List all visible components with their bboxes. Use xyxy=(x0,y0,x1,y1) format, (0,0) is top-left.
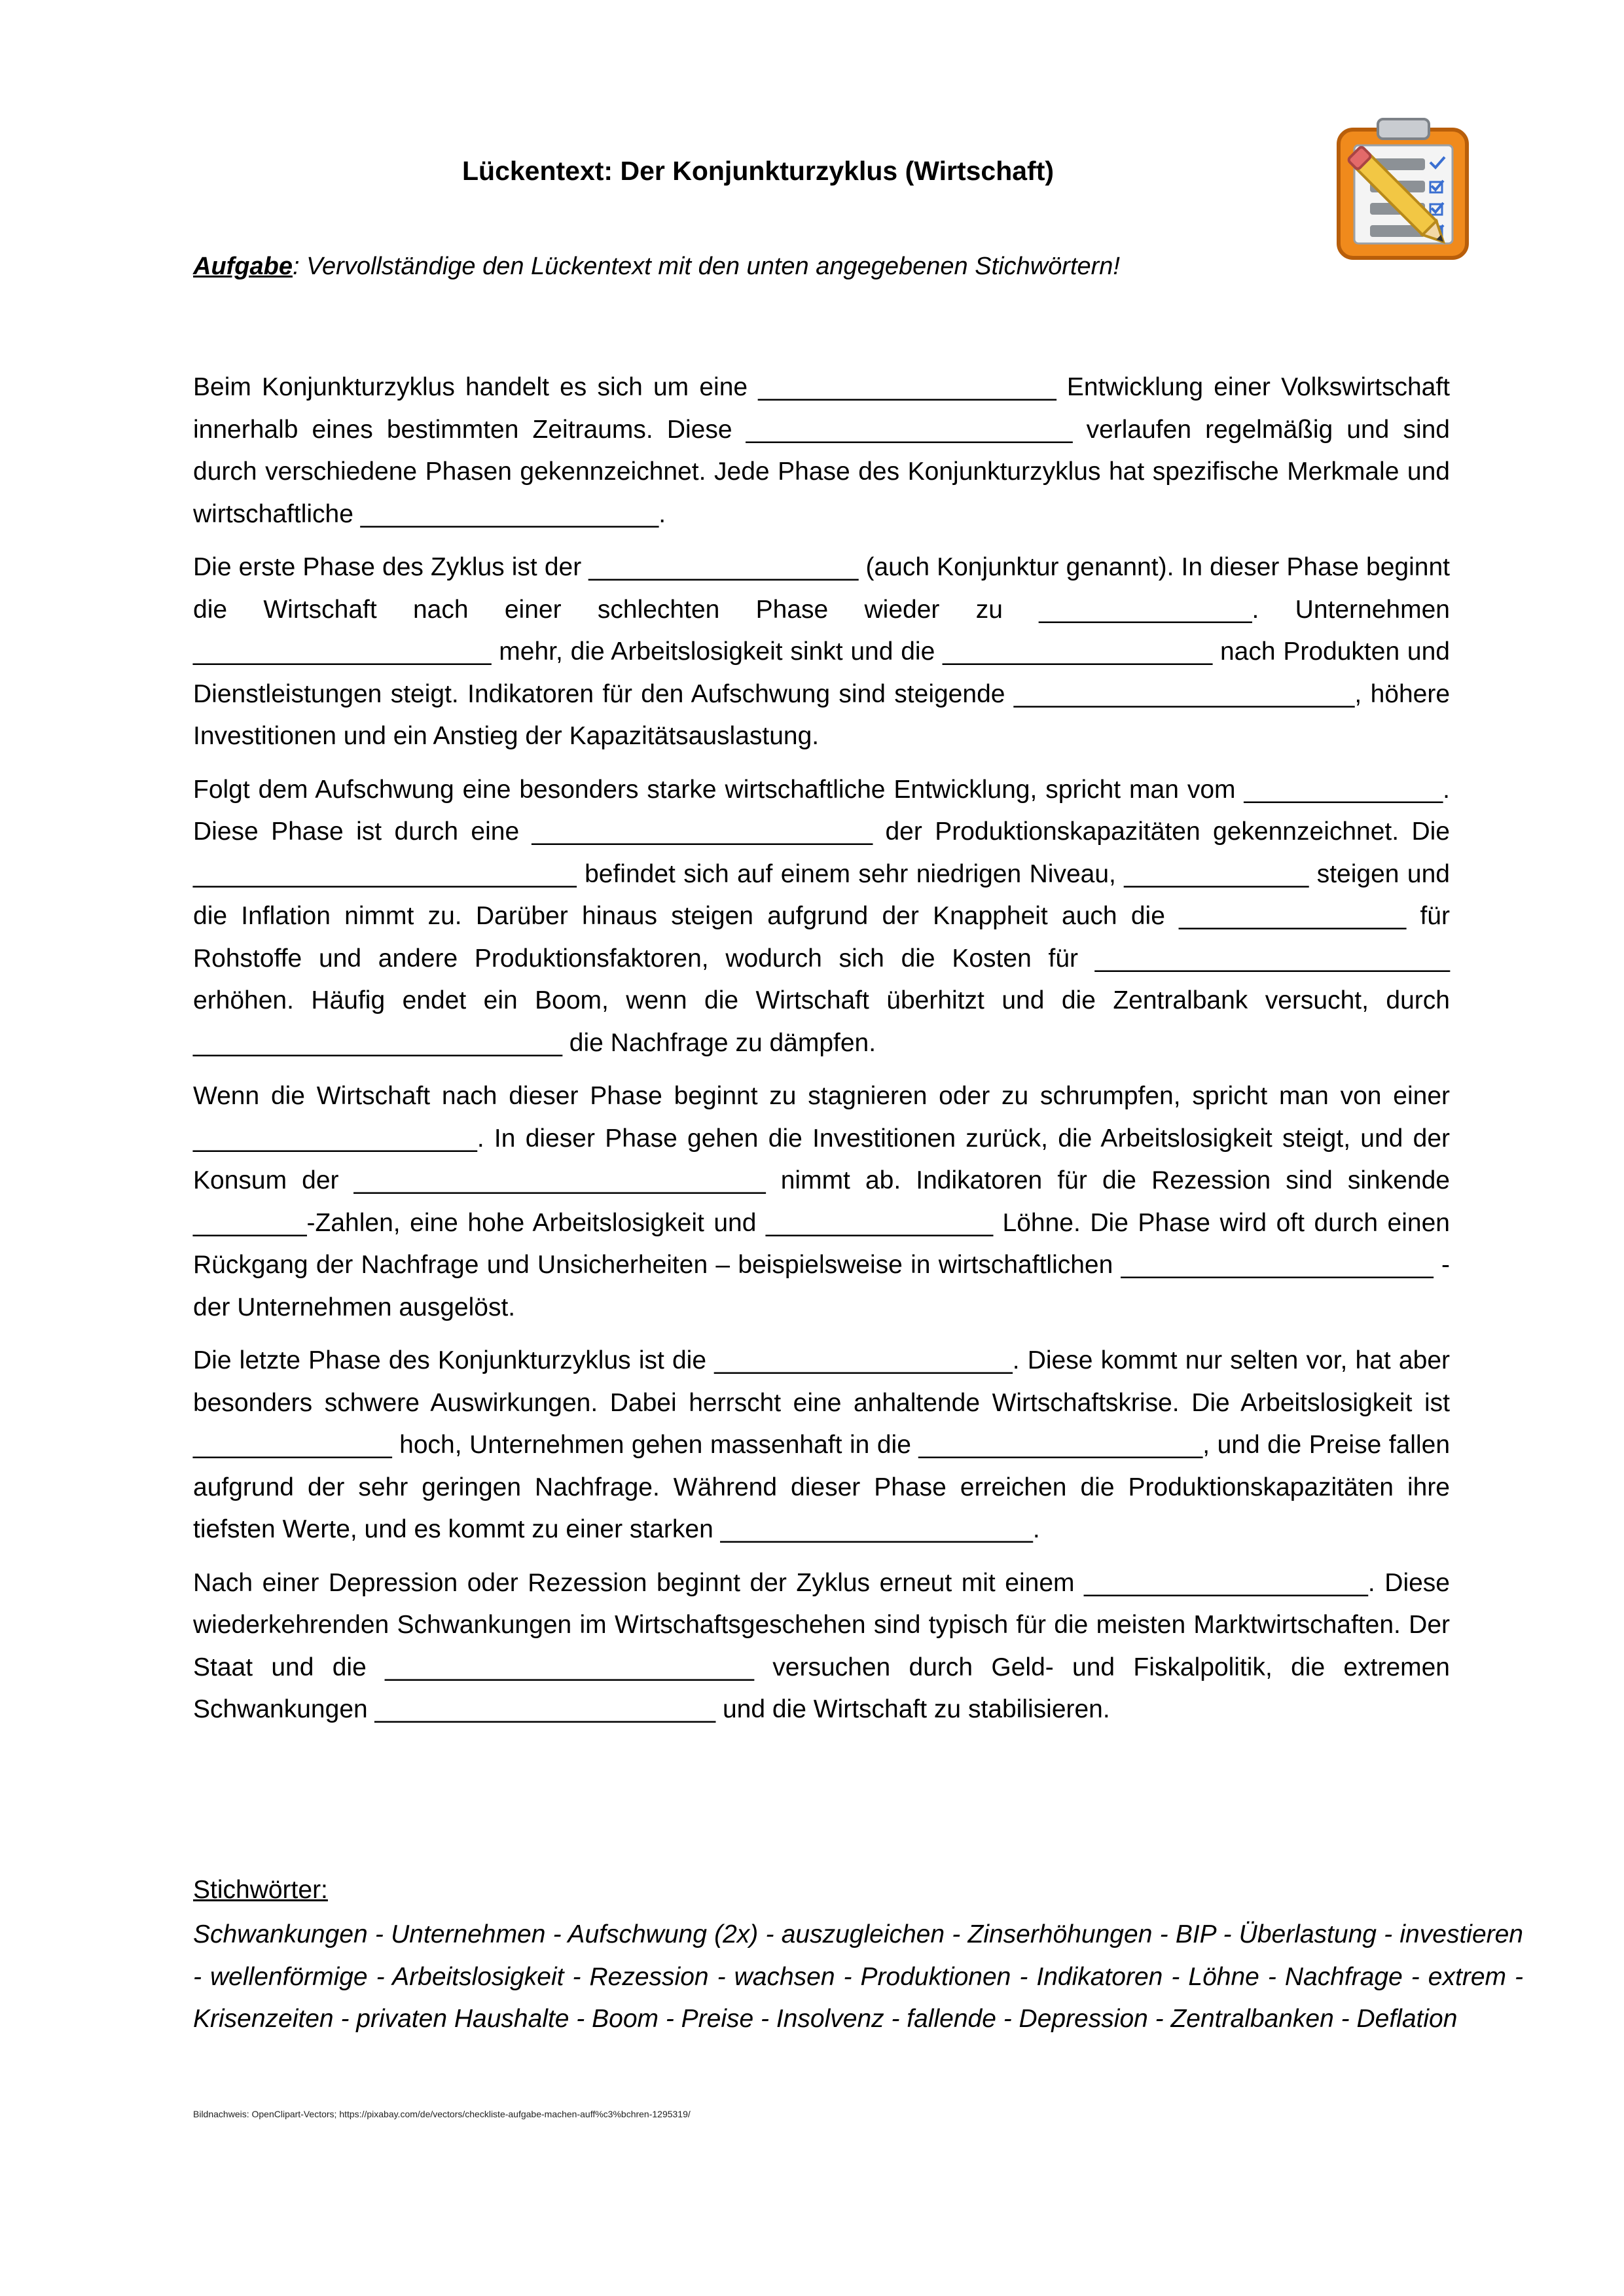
page-title: Lückentext: Der Konjunkturzyklus (Wirtschaft) xyxy=(461,156,1055,186)
text-segment: die Nachfrage zu dämpfen. xyxy=(562,1028,876,1057)
blank-field: ________________________ xyxy=(532,817,873,846)
text-segment: erhöhen. Häufig endet ein Boom, wenn die Wirtschaft überhitzt und die Zentralbank versucht, durch xyxy=(193,986,1450,1014)
blank-field: ________ xyxy=(193,1208,307,1237)
text-segment: (auch Konjunktur genannt). In dieser Phase beginnt die Wirtschaft nach einer schlechten Phase wieder zu xyxy=(193,553,1450,624)
text-segment: - der Unternehmen ausgelöst. xyxy=(193,1251,1450,1321)
text-segment: Die letzte Phase des Konjunkturzyklus ist die xyxy=(193,1346,715,1374)
paragraph xyxy=(193,1075,1450,1329)
text-segment: Entwicklung einer Volkswirtschaft innerhalb eines bestimmten Zeitraums. Diese xyxy=(193,373,1450,444)
task-text: : Vervollständige den Lückentext mit den unten angegebenen Stichwörtern! xyxy=(293,253,1120,280)
text-segment: . Unternehmen xyxy=(1252,595,1450,624)
blank-field: _________________________ xyxy=(1094,944,1450,973)
blank-field: _______________________ xyxy=(746,415,1073,444)
paragraph xyxy=(193,547,1450,758)
text-segment: -Zahlen, eine hohe Arbeitslosigkeit und xyxy=(306,1208,766,1237)
blank-field: ____________________ xyxy=(918,1431,1203,1459)
blank-field: ______________ xyxy=(1244,775,1443,804)
blank-field: _____________________ xyxy=(360,499,659,528)
text-segment: befindet sich auf einem sehr niedrigen Niveau, xyxy=(576,859,1125,888)
blank-field: ________________ xyxy=(765,1208,994,1237)
text-segment: nach Produkten und Dienstleistungen steigt. Indikatoren für den Aufschwung sind steigende xyxy=(193,637,1450,708)
blank-field: _____________________ xyxy=(193,637,492,666)
text-segment: Die erste Phase des Zyklus ist der xyxy=(193,553,589,581)
text-segment: Löhne. Die Phase wird oft durch einen Rückgang der Nachfrage und Unsicherheiten – beispielsweise in wirtschaftlichen xyxy=(193,1208,1450,1279)
paragraph xyxy=(193,1340,1450,1551)
blank-field: _____________________ xyxy=(714,1346,1013,1374)
blank-field: ____________________ xyxy=(193,1124,477,1153)
blank-field: _____________ xyxy=(1124,859,1309,888)
text-segment: . Diese wiederkehrenden Schwankungen im Wirtschaftsgeschehen sind typisch für die meisten Marktwirtschaften. Der Staat und die xyxy=(193,1568,1450,1681)
blank-field: _____________________ xyxy=(758,373,1056,401)
paragraph xyxy=(193,1562,1450,1731)
task-instruction xyxy=(193,253,1120,281)
text-segment: Nach einer Depression oder Rezession beginnt der Zyklus erneut mit einem xyxy=(193,1568,1085,1597)
text-segment: und die Wirtschaft zu stabilisieren. xyxy=(715,1695,1110,1723)
blank-field: ______________________ xyxy=(1121,1251,1434,1279)
text-segment: nimmt ab. Indikatoren für die Rezession sind sinkende xyxy=(765,1166,1450,1194)
cloze-text xyxy=(193,367,1450,1742)
blank-field: ________________________ xyxy=(374,1695,716,1723)
text-segment: versuchen durch Geld- und Fiskalpolitik, die extremen Schwankungen xyxy=(193,1653,1451,1723)
blank-field: _____________________________ xyxy=(353,1166,766,1194)
blank-field: __________________________ xyxy=(193,1028,562,1057)
text-segment: hoch, Unternehmen gehen massenhaft in die xyxy=(391,1431,919,1459)
text-segment: . In dieser Phase gehen die Investitionen zurück, die Arbeitslosigkeit steigt, und der Konsum der xyxy=(193,1124,1450,1194)
blank-field: ______________________ xyxy=(720,1515,1033,1543)
text-segment: Wenn die Wirtschaft nach dieser Phase beginnt zu stagnieren oder zu schrumpfen, spricht man von einer xyxy=(193,1082,1450,1110)
image-credit: Bildnachweis: OpenClipart-Vectors; https://pixabay.com/de/vectors/checkliste-aufgabe-machen-auff%c3%bchren-1295319/ xyxy=(193,2109,691,2119)
text-segment: für Rohstoffe und andere Produktionsfaktoren, wodurch sich die Kosten für xyxy=(193,902,1450,973)
clipboard-checklist-icon xyxy=(1332,117,1476,262)
text-segment: , und die Preise fallen aufgrund der sehr geringen Nachfrage. Während dieser Phase erreichen die Produktionskapazitäten ihre tiefsten Werte, und es kommt zu einer starken xyxy=(193,1431,1451,1543)
text-segment: . xyxy=(1032,1515,1040,1543)
blank-field: ___________________ xyxy=(943,637,1213,666)
blank-field: ___________________________ xyxy=(193,859,577,888)
blank-field: ___________________ xyxy=(588,553,859,581)
blank-field: _______________ xyxy=(1039,595,1252,624)
text-segment: . xyxy=(659,499,666,528)
keywords-list: Schwankungen - Unternehmen - Aufschwung (2x) - auszugleichen - Zinserhöhungen - BIP - Überlastung - investieren - wellenförmige - Arbeitslosigkeit - Rezession - wachsen - Produktionen - Indikatoren - Löhne - Nachfrage - extrem - Krisenzeiten - privaten Haushalte - Boom - Preise - Insolvenz - fallende - Depression - Zentralbanken - Deflation xyxy=(193,1920,1523,2033)
keywords-heading: Stichwörter: xyxy=(193,1876,328,1904)
blank-field: ________________ xyxy=(1179,902,1407,930)
text-segment: , höhere Investitionen und ein Anstieg der Kapazitätsauslastung. xyxy=(193,679,1451,750)
blank-field: ______________ xyxy=(193,1431,392,1459)
text-segment: . Diese Phase ist durch eine xyxy=(193,775,1450,846)
text-segment: steigen und die Inflation nimmt zu. Darüber hinaus steigen aufgrund der Knappheit auch die xyxy=(193,859,1450,930)
text-segment: der Produktionskapazitäten gekennzeichnet. Die xyxy=(873,817,1450,846)
text-segment: Beim Konjunkturzyklus handelt es sich um eine xyxy=(193,373,759,401)
text-segment: mehr, die Arbeitslosigkeit sinkt und die xyxy=(491,637,943,666)
text-segment: verlaufen regelmäßig und sind durch verschiedene Phasen gekennzeichnet. Jede Phase des Konjunkturzyklus hat spezifische Merkmale und wirtschaftliche xyxy=(193,415,1450,528)
paragraph xyxy=(193,367,1450,535)
blank-field: ____________________ xyxy=(1084,1568,1368,1597)
text-segment: Folgt dem Aufschwung eine besonders starke wirtschaftliche Entwicklung, spricht man vom xyxy=(193,775,1244,804)
task-label: Aufgabe xyxy=(193,253,293,280)
blank-field: __________________________ xyxy=(385,1653,755,1681)
text-segment: . Diese kommt nur selten vor, hat aber besonders schwere Auswirkungen. Dabei herrscht eine anhaltende Wirtschaftskrise. Die Arbeitslosigkeit ist xyxy=(193,1346,1450,1417)
paragraph xyxy=(193,769,1450,1065)
blank-field: ________________________ xyxy=(1013,679,1355,708)
